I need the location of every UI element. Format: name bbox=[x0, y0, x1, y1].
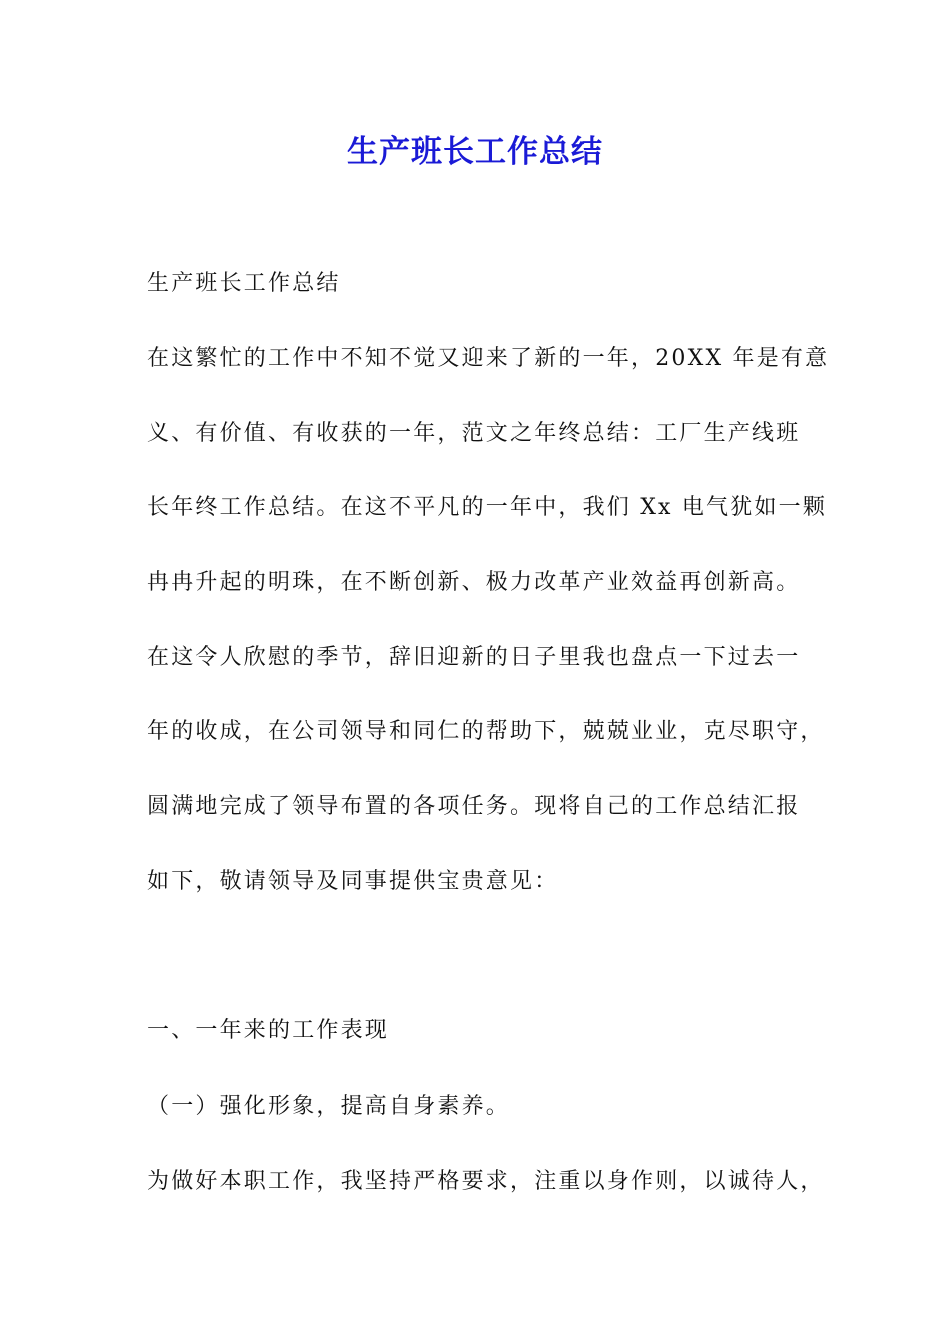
intro-line-3: 长年终工作总结。在这不平凡的一年中，我们 Xx 电气犹如一颗 bbox=[147, 495, 828, 520]
intro-line-8: 如下，敬请领导及同事提供宝贵意见： bbox=[147, 869, 559, 894]
body-line: 为做好本职工作，我坚持严格要求，注重以身作则，以诚待人， bbox=[147, 1169, 825, 1194]
subsection-heading: （一）强化形象，提高自身素养。 bbox=[147, 1094, 511, 1119]
intro-line-2: 义、有价值、有收获的一年，范文之年终总结：工厂生产线班 bbox=[147, 421, 801, 446]
section-heading: 一、一年来的工作表现 bbox=[147, 1018, 390, 1043]
intro-line-6: 年的收成，在公司领导和同仁的帮助下，兢兢业业，克尽职守， bbox=[147, 719, 825, 744]
intro-line-1: 在这繁忙的工作中不知不觉又迎来了新的一年，20XX 年是有意 bbox=[147, 346, 830, 371]
intro-line-5: 在这令人欣慰的季节，辞旧迎新的日子里我也盘点一下过去一 bbox=[147, 645, 801, 670]
intro-line-7: 圆满地完成了领导布置的各项任务。现将自己的工作总结汇报 bbox=[147, 794, 801, 819]
document-title: 生产班长工作总结 bbox=[347, 134, 603, 170]
intro-line-4: 冉冉升起的明珠，在不断创新、极力改革产业效益再创新高。 bbox=[147, 570, 801, 595]
document-subtitle: 生产班长工作总结 bbox=[147, 271, 341, 296]
